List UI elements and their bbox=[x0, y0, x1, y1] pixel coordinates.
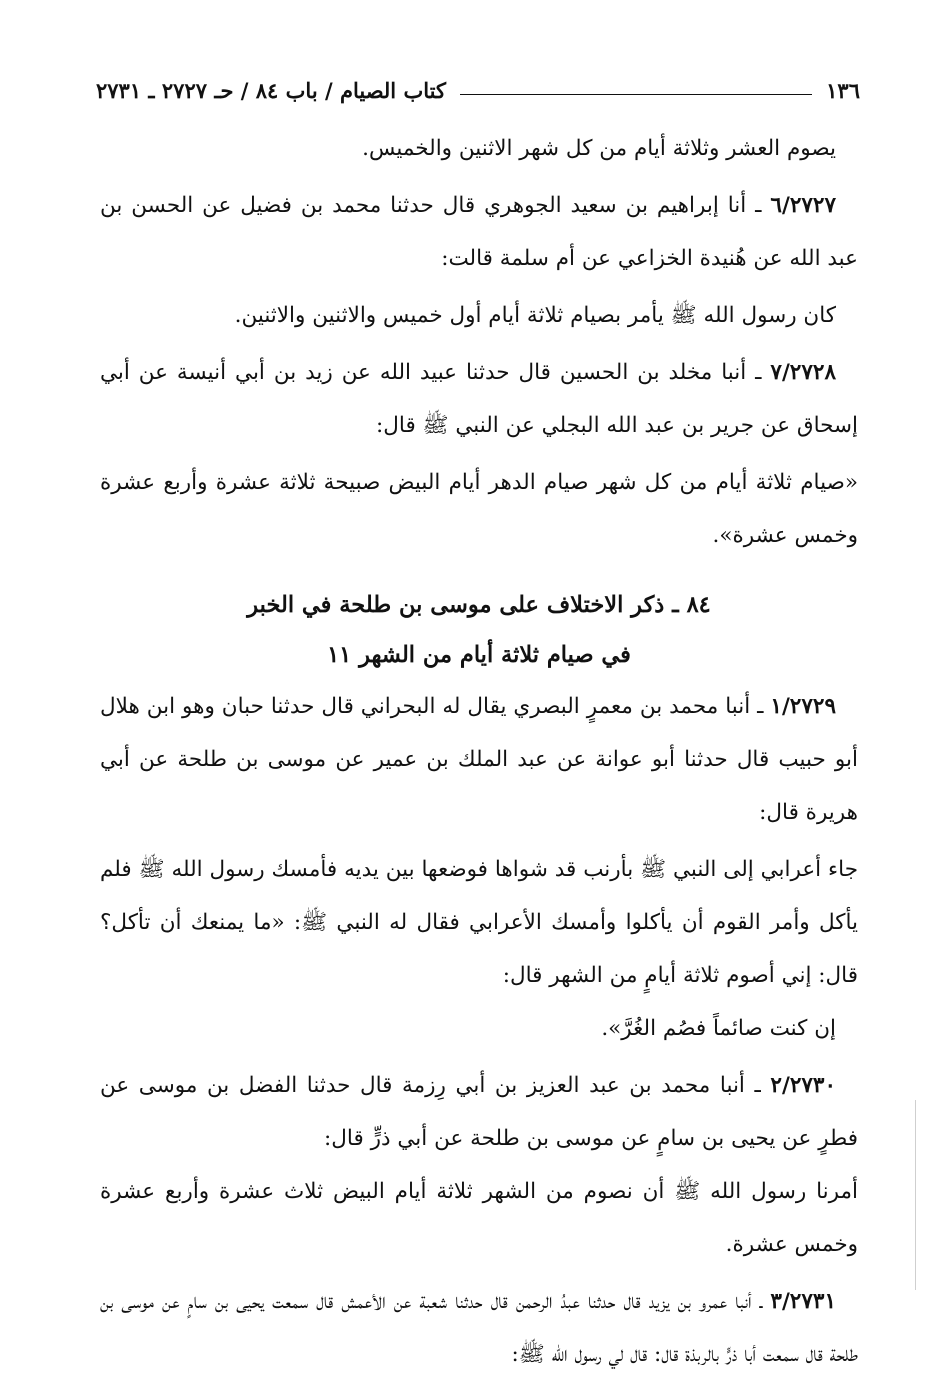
hadith-2731 bbox=[100, 1275, 858, 1381]
scan-edge-mark bbox=[915, 1100, 916, 1290]
page-body bbox=[100, 122, 858, 1381]
hadith-2729 bbox=[100, 680, 858, 839]
hadith-isnad: ـ أنا إبراهيم بن سعيد الجوهري قال حدثنا محمد بن فضيل عن الحسن بن عبد الله عن هُنيدة الخزاعي عن أم سلمة قالت: bbox=[100, 193, 858, 271]
hadith-text: أمرنا رسول الله ﷺ أن نصوم من الشهر ثلاثة أيام البيض ثلاث عشرة وأربع عشرة وخمس عشرة. bbox=[100, 1179, 858, 1257]
hadith-text-end: إن كنت صائماً فصُم الغُرَّ». bbox=[601, 1016, 836, 1041]
chapter-heading-line-2: في صيام ثلاثة أيام من الشهر ١١ bbox=[327, 642, 631, 668]
paragraph-continuation: يصوم العشر وثلاثة أيام من كل شهر الاثنين والخميس. bbox=[362, 136, 836, 161]
page-number: ١٣٦ bbox=[826, 77, 860, 103]
hadith-number: ٣/٢٧٣١ bbox=[770, 1289, 836, 1314]
hadith-text: «صيام ثلاثة أيام من كل شهر صيام الدهر أيام البيض صبيحة ثلاثة عشرة وأربع عشرة وخمس عشرة». bbox=[100, 470, 858, 548]
running-header bbox=[96, 70, 860, 110]
hadith-2727 bbox=[100, 179, 858, 285]
header-rule bbox=[460, 94, 812, 95]
hadith-2728 bbox=[100, 346, 858, 452]
hadith-text: جاء أعرابي إلى النبي ﷺ بأرنب قد شواها فوضعها بين يديه فأمسك رسول الله ﷺ فلم يأكل وأمر القوم أن يأكلوا وأمسك الأعرابي فقال له النبي ﷺ: «ما يمنعك أن تأكل؟ قال: إني أصوم ثلاثة أيامٍ من الشهر قال: bbox=[100, 857, 858, 988]
hadith-number: ٢/٢٧٣٠ bbox=[770, 1073, 837, 1098]
hadith-isnad: ـ أنبا عمرو بن يزيد قال حدثنا عبدُ الرحمن قال حدثنا شعبة عن الأعمش قال سمعت يحيى بن سامٍ عن موسى بن طلحة قال سمعت أبا ذرٍّ بالربذة قال: قال لي رسول الله ﷺ: bbox=[100, 1289, 858, 1367]
hadith-isnad: ـ أنبا محمد بن معمرٍ البصري يقال له البحراني قال حدثنا حبان وهو ابن هلال أبو حبيب قال حدثنا أبو عوانة عن عبد الملك بن عمير عن موسى بن طلحة عن أبي هريرة قال: bbox=[100, 694, 858, 825]
hadith-isnad: ـ أنبا محمد بن عبد العزيز بن أبي رِزمة قال حدثنا الفضل بن موسى عن فطرٍ عن يحيى بن سامٍ عن موسى بن طلحة عن أبي ذرٍّ قال: bbox=[100, 1073, 858, 1151]
hadith-number: ١/٢٧٢٩ bbox=[770, 694, 836, 719]
hadith-2730 bbox=[100, 1059, 858, 1165]
hadith-text: كان رسول الله ﷺ يأمر بصيام ثلاثة أيام أول خميس والاثنين والاثنين. bbox=[234, 303, 836, 328]
hadith-number: ٦/٢٧٢٧ bbox=[770, 193, 837, 218]
hadith-isnad: ـ أنبا مخلد بن الحسين قال حدثنا عبيد الله عن زيد بن أبي أنيسة عن أبي إسحاق عن جرير بن عبد الله البجلي عن النبي ﷺ قال: bbox=[100, 360, 858, 438]
hadith-number: ٧/٢٧٢٨ bbox=[770, 360, 836, 385]
header-title: كتاب الصيام / باب ٨٤ / حـ ٢٧٢٧ ـ ٢٧٣١ bbox=[96, 77, 446, 103]
chapter-heading-line-1: ٨٤ ـ ذكر الاختلاف على موسى بن طلحة في الخبر bbox=[247, 592, 711, 618]
